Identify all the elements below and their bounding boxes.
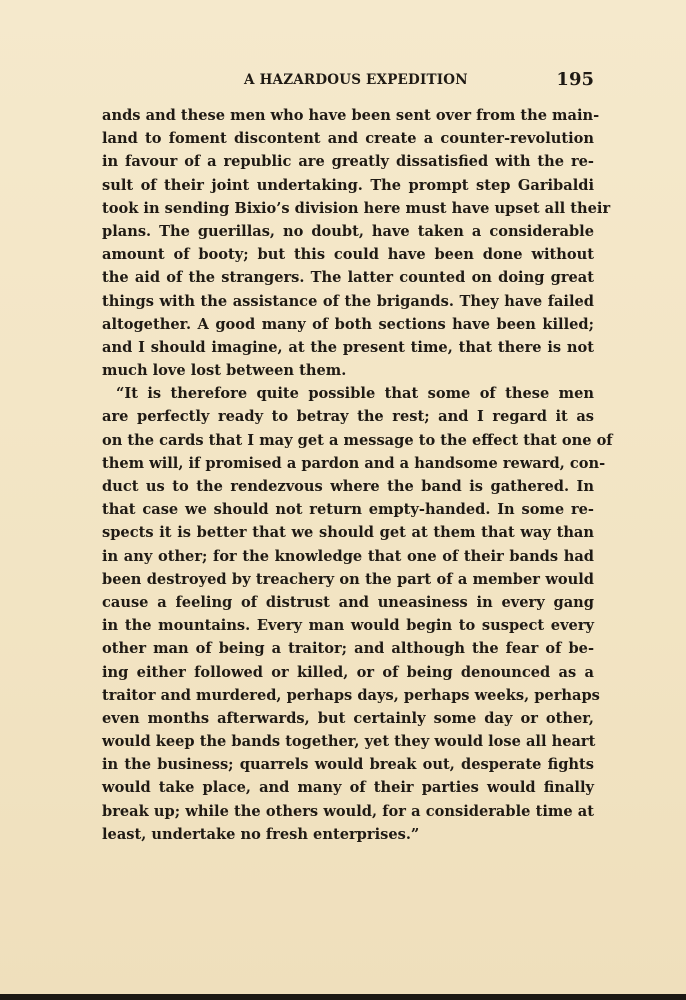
text-line: altogether. A good many of both sections have been killed; xyxy=(102,315,594,333)
text-line: would take place, and many of their parties would finally xyxy=(102,779,594,797)
text-line: in any other; for the knowledge that one of their bands had xyxy=(102,547,594,565)
text-line: in favour of a republic are greatly dissatisfied with the re- xyxy=(102,153,594,171)
text-line: sult of their joint undertaking. The prompt step Garibaldi xyxy=(102,176,594,194)
text-line: cause a feeling of distrust and uneasiness in every gang xyxy=(102,593,594,611)
text-line: been destroyed by treachery on the part of a member would xyxy=(102,570,594,588)
text-line: much love lost between them. xyxy=(102,362,347,380)
text-line: in the mountains. Every man would begin to suspect every xyxy=(102,617,594,635)
text-line: amount of booty; but this could have been done without xyxy=(102,246,594,264)
text-line: ing either followed or killed, or of being denounced as a xyxy=(102,663,594,681)
text-line: least, undertake no fresh enterprises.” xyxy=(102,825,420,843)
page-number: 195 xyxy=(556,69,594,90)
text-line: duct us to the rendezvous where the band is gathered. In xyxy=(102,478,594,495)
text-line: spects it is better that we should get at them that way than xyxy=(102,524,594,542)
text-line: ands and these men who have been sent over from the main- xyxy=(102,107,600,124)
page-header xyxy=(102,70,594,94)
text-line: traitor and murdered, perhaps days, perhaps weeks, perhaps xyxy=(102,686,600,704)
page-bottom-edge xyxy=(0,994,686,1000)
text-line: break up; while the others would, for a considerable time at xyxy=(102,802,594,820)
text-line: on the cards that I may get a message to the effect that one of xyxy=(102,431,613,449)
running-title: A HAZARDOUS EXPEDITION xyxy=(244,72,468,88)
text-line: them will, if promised a pardon and a handsome reward, con- xyxy=(102,454,606,472)
text-line: took in sending Bixio’s division here must have upset all their xyxy=(102,199,611,217)
text-line: in the business; quarrels would break out, desperate fights xyxy=(102,756,594,774)
text-line: and I should imagine, at the present time, that there is not xyxy=(102,338,594,356)
text-line: would keep the bands together, yet they would lose all heart xyxy=(102,733,596,751)
text-line: land to foment discontent and create a counter-revolution xyxy=(102,130,594,148)
text-line: that case we should not return empty-handed. In some re- xyxy=(102,501,594,519)
text-line: the aid of the strangers. The latter counted on doing great xyxy=(102,269,594,287)
text-line: even months afterwards, but certainly some day or other, xyxy=(102,709,594,727)
body-text xyxy=(102,104,613,846)
text-line: other man of being a traitor; and although the fear of be- xyxy=(102,640,594,658)
text-line: things with the assistance of the brigands. They have failed xyxy=(102,292,594,310)
text-line: are perfectly ready to betray the rest; and I regard it as xyxy=(102,408,594,426)
text-line: “It is therefore quite possible that some of these men xyxy=(116,385,594,403)
text-line: plans. The guerillas, no doubt, have taken a considerable xyxy=(102,222,594,240)
